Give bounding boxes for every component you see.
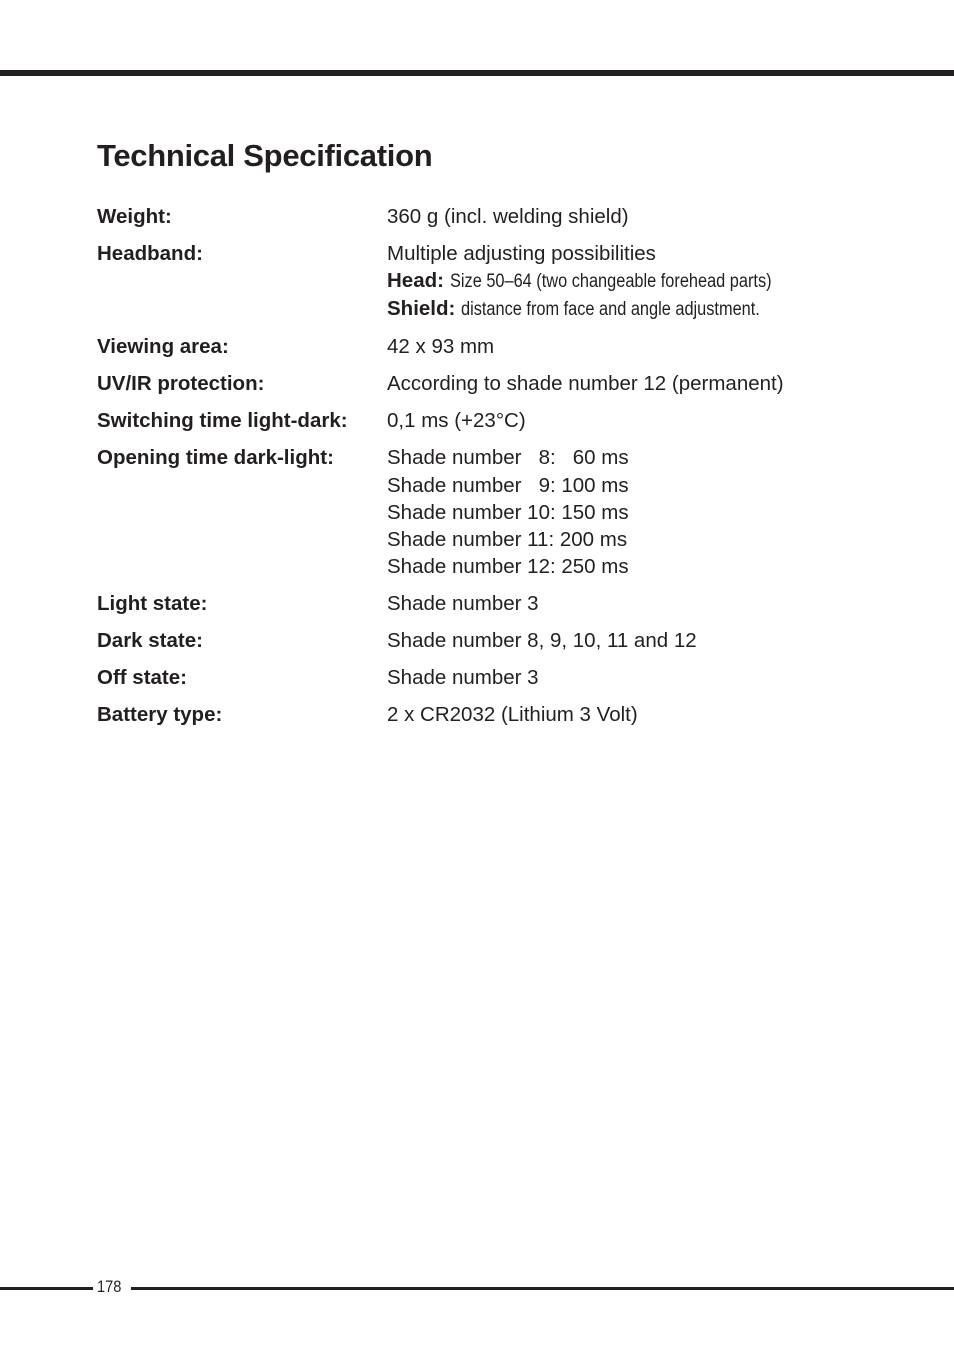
spec-value-line: According to shade number 12 (permanent) xyxy=(387,372,784,396)
spec-sub-line-head xyxy=(387,267,897,295)
spec-label: Weight: xyxy=(97,205,172,228)
spec-label: Battery type: xyxy=(97,703,223,727)
spec-row-opening-time xyxy=(97,444,897,580)
spec-row-off-state xyxy=(97,664,897,691)
spec-value-line: Shade number 3 xyxy=(387,666,539,690)
spec-value-line: 42 x 93 mm xyxy=(387,335,495,359)
spec-label: Light state: xyxy=(97,592,208,616)
spec-sub-text: Size 50–64 (two changeable forehead parts) xyxy=(449,271,772,293)
spec-value-line: Shade number 8: 60 ms xyxy=(387,446,629,470)
spec-sub-text: distance from face and angle adjustment. xyxy=(461,299,760,321)
spec-row-viewing-area xyxy=(97,333,897,360)
spec-table xyxy=(97,203,897,738)
spec-value xyxy=(387,627,897,654)
spec-label: Opening time dark-light: xyxy=(97,446,334,470)
spec-value-line: Shade number 3 xyxy=(387,592,539,616)
spec-value-line: Shade number 12: 250 ms xyxy=(387,555,629,579)
spec-row-headband xyxy=(97,240,897,324)
spec-value xyxy=(387,701,897,728)
footer-rule-right xyxy=(131,1287,954,1290)
spec-value-line: 2 x CR2032 (Lithium 3 Volt) xyxy=(387,703,638,727)
spec-row-dark-state xyxy=(97,627,897,654)
spec-row-battery-type xyxy=(97,701,897,728)
spec-value-line: Shade number 9: 100 ms xyxy=(387,473,629,497)
spec-value xyxy=(387,590,897,617)
spec-value xyxy=(387,240,897,324)
spec-value xyxy=(387,333,897,360)
spec-value-line: 360 g (incl. welding shield) xyxy=(387,205,629,228)
spec-row-light-state xyxy=(97,590,897,617)
spec-value xyxy=(387,664,897,691)
spec-value-line: Multiple adjusting possibilities xyxy=(387,242,656,265)
spec-row-switching-time xyxy=(97,407,897,434)
spec-label: Switching time light-dark: xyxy=(97,409,348,433)
spec-value-line: Shade number 10: 150 ms xyxy=(387,500,629,524)
spec-value xyxy=(387,370,897,397)
spec-sub-line-shield xyxy=(387,295,897,323)
spec-label: Headband: xyxy=(97,242,203,265)
page-number: 178 xyxy=(97,1277,122,1296)
spec-value xyxy=(387,444,897,580)
spec-value xyxy=(387,203,897,230)
spec-label: Off state: xyxy=(97,666,187,690)
spec-label: Dark state: xyxy=(97,629,203,653)
spec-label: UV/IR protection: xyxy=(97,372,265,396)
footer-rule-left xyxy=(0,1287,93,1290)
spec-value xyxy=(387,407,897,434)
spec-sub-label: Head: xyxy=(387,269,444,293)
page-title: Technical Specification xyxy=(97,138,433,173)
spec-label: Viewing area: xyxy=(97,335,229,359)
top-rule xyxy=(0,70,954,76)
spec-value-line: 0,1 ms (+23°C) xyxy=(387,409,526,433)
spec-value-line: Shade number 11: 200 ms xyxy=(387,528,628,552)
spec-sub-label: Shield: xyxy=(387,297,456,321)
spec-row-weight xyxy=(97,203,897,230)
spec-value-line: Shade number 8, 9, 10, 11 and 12 xyxy=(387,629,697,653)
spec-row-uv-ir-protection xyxy=(97,370,897,397)
